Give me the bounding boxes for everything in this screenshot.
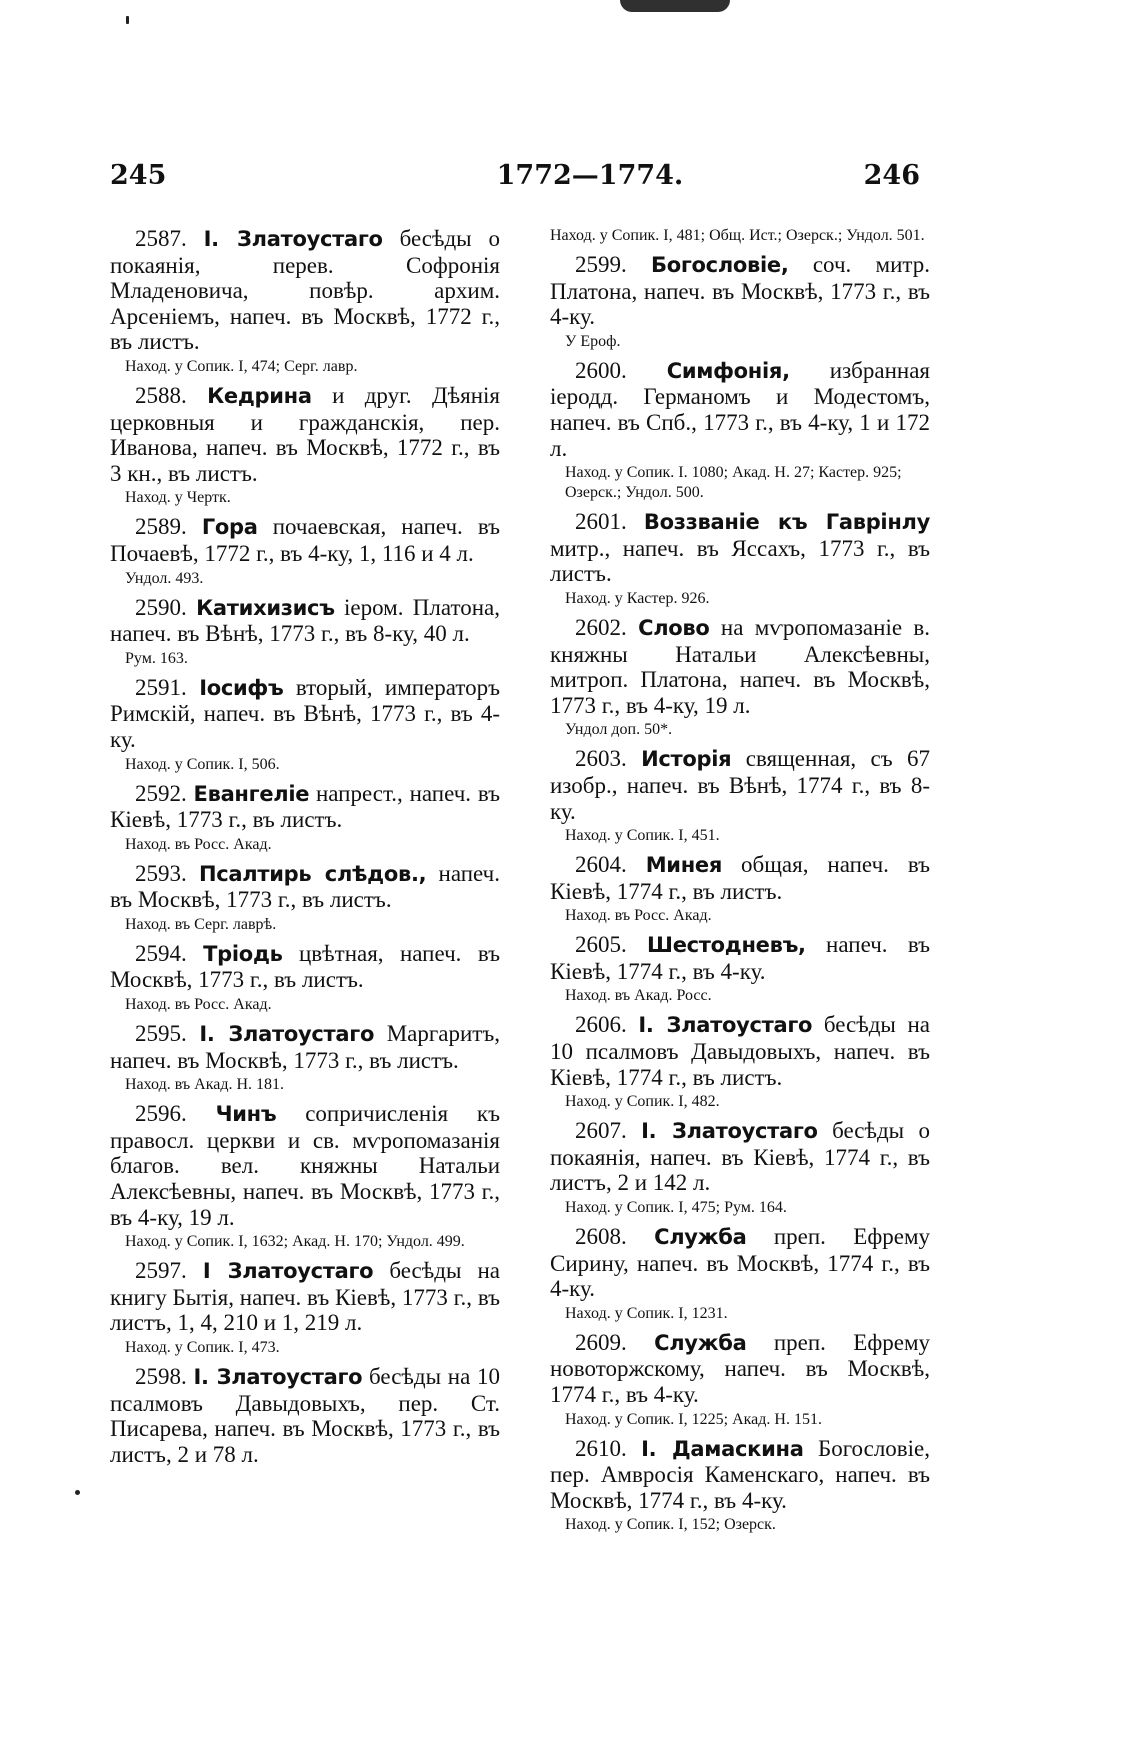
entry-number: 2602. xyxy=(575,614,627,640)
right-column xyxy=(550,226,930,1541)
entry-location: Наход. въ Серг. лаврѣ. xyxy=(125,915,277,933)
entry-title: Слово xyxy=(638,615,710,640)
bibliography-entry xyxy=(110,514,500,588)
entry-description: на мѵропомазаніе в. княжны Натальи Алексѣевны, митроп. Платона, напеч. въ Москвѣ, 1773 г., въ 4-ку, 19 л. xyxy=(550,614,931,718)
entry-location: Наход. у Сопик. I, 1632; Акад. Н. 170; Ундол. 499. xyxy=(125,1233,465,1251)
bibliography-entry xyxy=(550,1224,930,1324)
entry-location: Наход. въ Акад. Н. 181. xyxy=(125,1076,285,1094)
entry-body xyxy=(110,514,500,566)
bibliography-entry xyxy=(110,383,500,508)
scan-speck xyxy=(75,1490,80,1495)
entry-title: Евангеліе xyxy=(193,781,310,806)
entry-number: 2600. xyxy=(575,357,627,383)
entry-number: 2591. xyxy=(135,674,187,700)
entry-description: Богословіе, пер. Амвросія Каменскаго, напеч. въ Москвѣ, 1774 г., въ 4-ку. xyxy=(550,1435,931,1513)
entry-body xyxy=(550,1118,930,1196)
entry-description: почаевская, напеч. въ Почаевѣ, 1772 г., въ 4-ку, 1, 116 и 4 л. xyxy=(110,514,501,566)
entry-body xyxy=(550,1436,930,1514)
running-title: 1772—1774. xyxy=(496,160,684,191)
left-column xyxy=(110,226,500,1473)
entry-title: Воззваніе къ Гаврінлу xyxy=(643,510,930,535)
entry-body xyxy=(550,1330,930,1408)
entry-location: Наход. у Сопик. I, 473. xyxy=(125,1339,280,1356)
entry-description: напеч. въ Москвѣ, 1773 г., въ листъ. xyxy=(110,860,500,913)
entry-number: 2599. xyxy=(575,252,627,277)
entry-title: I. Дамаскина xyxy=(641,1436,804,1461)
entry-title: Катихизисъ xyxy=(196,595,335,620)
entry-location: Наход. въ Росс. Акад. xyxy=(565,907,712,925)
entry-location: Наход. у Сопик. I, 152; Озерск. xyxy=(565,1516,776,1534)
entry-title: I. Златоустаго xyxy=(199,1022,375,1047)
bibliography-entry xyxy=(110,595,500,669)
bibliography-entry xyxy=(550,932,930,1006)
entry-body xyxy=(110,226,500,355)
entry-title: Богословіе, xyxy=(651,253,789,277)
entry-title: Іосифъ xyxy=(199,675,284,700)
entry-description: и друг. Дѣянія церковныя и гражданскія, пер. Иванова, напеч. въ Москвѣ, 1772 г., въ 3 кн., въ листъ. xyxy=(110,382,501,486)
bibliography-entry xyxy=(550,509,930,609)
entry-number: 2607. xyxy=(575,1118,627,1144)
bibliography-entry xyxy=(110,226,500,377)
entry-body xyxy=(110,1021,500,1073)
entry-title: Шестодневъ, xyxy=(647,933,806,958)
entry-description: бесѣды о покаянія, напеч. въ Кіевѣ, 1774 г., въ листъ, 2 и 142 л. xyxy=(550,1118,930,1196)
entry-description: избранная іеродд. Германомъ и Модестомъ, напеч. въ Спб., 1773 г., въ 4-ку, 1 и 172 л. xyxy=(550,357,930,461)
left-page-number: 245 xyxy=(110,160,167,191)
entry-body xyxy=(550,615,930,718)
entry-title: Симфонія, xyxy=(666,358,790,383)
bibliography-entry xyxy=(550,1436,930,1536)
entry-location: Ундол. 493. xyxy=(125,569,204,587)
entry-description: бесѣды на книгу Бытія, напеч. въ Кіевѣ, 1773 г., въ листъ, 1, 4, 210 и 1, 219 л. xyxy=(110,1258,500,1336)
bibliography-entry xyxy=(110,781,500,855)
page-header xyxy=(0,160,1140,196)
bibliography-entry xyxy=(110,1364,500,1467)
entry-description: преп. Ефрему Сирину, напеч. въ Москвѣ, 1774 г., въ 4-ку. xyxy=(550,1224,930,1302)
entry-body xyxy=(110,861,500,913)
entry-location: Наход. у Сопик. I, 475; Рум. 164. xyxy=(565,1199,787,1217)
entry-description: напрест., напеч. въ Кіевѣ, 1773 г., въ листъ. xyxy=(110,780,501,833)
entry-number: 2590. xyxy=(135,594,187,620)
entry-body xyxy=(110,941,500,993)
bibliography-entry xyxy=(550,746,930,846)
entry-description: сопричисленія къ правосл. церкви и св. мѵропомазанія благов. вел. княжны Натальи Алексѣевны, напеч. въ Москвѣ, 1773 г., въ 4-ку, 19 л. xyxy=(110,1101,500,1230)
entry-title: I. Златоустаго xyxy=(193,1365,363,1389)
entry-body xyxy=(110,1101,500,1230)
entry-number: 2605. xyxy=(575,932,627,958)
entry-description: митр., напеч. въ Яссахъ, 1773 г., въ листъ. xyxy=(550,535,930,587)
entry-title: Гора xyxy=(201,515,258,540)
entry-title: Кедрина xyxy=(207,383,312,408)
entry-number: 2593. xyxy=(135,860,187,886)
entry-description: вторый, императоръ Римскій, напеч. въ Вѣнѣ, 1773 г., въ 4-ку. xyxy=(110,674,501,752)
entry-title: I. Златоустаго xyxy=(203,227,383,251)
entry-description: соч. митр. Платона, напеч. въ Москвѣ, 1773 г., въ 4-ку. xyxy=(550,252,931,330)
entry-body xyxy=(550,1012,930,1090)
entry-number: 2609. xyxy=(575,1329,627,1355)
entry-number: 2610. xyxy=(575,1435,627,1461)
entry-body xyxy=(550,509,930,587)
entry-body xyxy=(110,675,500,753)
entry-title: Служба xyxy=(654,1330,747,1355)
continued-location: Наход. у Сопик. I, 481; Общ. Ист.; Озерск.; Ундол. 501. xyxy=(550,227,925,244)
entry-body xyxy=(550,358,930,461)
scan-smudge xyxy=(620,0,730,12)
bibliography-entry xyxy=(550,615,930,740)
bibliography-entry xyxy=(550,1330,930,1430)
entry-description: священная, съ 67 изобр., напеч. въ Вѣнѣ, 1774 г., въ 8-ку. xyxy=(550,746,931,824)
entry-number: 2606. xyxy=(575,1012,627,1038)
bibliography-entry xyxy=(110,1021,500,1095)
bibliography-entry xyxy=(550,852,930,926)
bibliography-entry xyxy=(550,252,930,352)
entry-number: 2598. xyxy=(135,1364,187,1389)
entry-title: Минея xyxy=(645,853,723,878)
entry-description: цвѣтная, напеч. въ Москвѣ, 1773 г., въ листъ. xyxy=(110,940,500,993)
bibliography-entry xyxy=(110,675,500,775)
entry-location: Рум. 163. xyxy=(125,649,188,667)
entry-body xyxy=(110,1258,500,1336)
entry-description: бесѣды о покаянія, перев. Софронія Младеновича, повѣр. архим. Арсеніемъ, напеч. въ Москвѣ, 1772 г., въ листъ. xyxy=(110,226,500,355)
entry-description: Маргаритъ, напеч. въ Москвѣ, 1773 г., въ листъ. xyxy=(110,1021,500,1073)
entry-title: I. Златоустаго xyxy=(641,1119,818,1144)
bibliography-entry xyxy=(110,1101,500,1252)
entry-description: бесѣды на 10 псалмовъ Давыдовыхъ, пер. Ст. Писарева, напеч. въ Москвѣ, 1773 г., въ листъ, 2 и 78 л. xyxy=(110,1364,500,1467)
entry-location: Наход. у Сопик. I, 506. xyxy=(125,755,280,773)
bibliography-entry xyxy=(110,1258,500,1358)
entry-title: Тріодь xyxy=(203,941,283,966)
entry-number: 2587. xyxy=(135,226,187,251)
entry-title: Псалтирь слѣдов., xyxy=(198,861,427,886)
entry-location: Наход. у Сопик. I, 1225; Акад. Н. 151. xyxy=(565,1410,822,1428)
entry-body xyxy=(110,781,500,833)
entry-location: Наход. у Сопик. I, 451. xyxy=(565,827,720,845)
entry-location: Наход. у Чертк. xyxy=(125,489,231,507)
scan-speck xyxy=(126,16,129,24)
entry-number: 2608. xyxy=(575,1224,627,1250)
bibliography-entry xyxy=(550,1118,930,1218)
entry-location: Наход. въ Акад. Росс. xyxy=(565,987,712,1005)
entry-location: Наход. у Сопик. I, 474; Серг. лавр. xyxy=(125,357,358,375)
entry-body xyxy=(550,932,930,984)
entry-location: Наход. у Сопик. I, 1231. xyxy=(565,1304,728,1322)
entry-description: іером. Платона, напеч. въ Вѣнѣ, 1773 г., въ 8-ку, 40 л. xyxy=(110,594,501,647)
entry-description: напеч. въ Кіевѣ, 1774 г., въ 4-ку. xyxy=(550,932,930,984)
entry-location: Наход. у Сопик. I, 482. xyxy=(565,1093,720,1111)
bibliography-entry xyxy=(550,1012,930,1112)
entry-number: 2597. xyxy=(135,1258,187,1284)
entry-body xyxy=(550,746,930,824)
entry-location: Ундол доп. 50*. xyxy=(565,721,673,739)
entry-body xyxy=(110,595,500,647)
entry-number: 2589. xyxy=(135,514,187,540)
entry-description: бесѣды на 10 псалмовъ Давыдовыхъ, напеч. въ Кіевѣ, 1774 г., въ листъ. xyxy=(550,1012,931,1090)
entry-body xyxy=(550,852,930,904)
entry-number: 2594. xyxy=(135,940,187,966)
entry-number: 2596. xyxy=(135,1101,187,1127)
bibliography-entry xyxy=(110,941,500,1015)
entry-location: Наход. въ Росс. Акад. xyxy=(125,835,272,853)
entry-number: 2588. xyxy=(135,382,187,408)
entry-body xyxy=(550,1224,930,1302)
entry-title: Чинъ xyxy=(215,1102,277,1127)
entry-number: 2604. xyxy=(575,852,627,878)
entry-location: У Ероф. xyxy=(565,332,621,350)
entry-description: общая, напеч. въ Кіевѣ, 1774 г., въ листъ. xyxy=(550,852,931,904)
entry-body xyxy=(110,1364,500,1467)
bibliography-entry xyxy=(110,861,500,935)
entry-number: 2603. xyxy=(575,746,627,772)
entry-title: I. Златоустаго xyxy=(638,1013,813,1038)
entry-number: 2601. xyxy=(575,509,627,535)
right-page-number: 246 xyxy=(863,160,920,191)
bibliography-entry xyxy=(550,358,930,503)
entry-number: 2595. xyxy=(135,1021,187,1047)
entry-title: I Златоустаго xyxy=(202,1259,374,1284)
entry-description: преп. Ефрему новоторжскому, напеч. въ Москвѣ, 1774 г., въ 4-ку. xyxy=(550,1329,930,1407)
entry-number: 2592. xyxy=(135,780,187,806)
entry-location: Наход. у Сопик. I. 1080; Акад. Н. 27; Кастер. 925; Озерск.; Ундол. 500. xyxy=(565,464,902,502)
entry-body xyxy=(550,252,930,330)
entry-title: Служба xyxy=(654,1225,747,1250)
entry-title: Исторія xyxy=(641,747,732,772)
entry-location: Наход. въ Росс. Акад. xyxy=(125,996,272,1014)
entry-location: Наход. у Кастер. 926. xyxy=(565,589,710,607)
entry-body xyxy=(110,383,500,486)
